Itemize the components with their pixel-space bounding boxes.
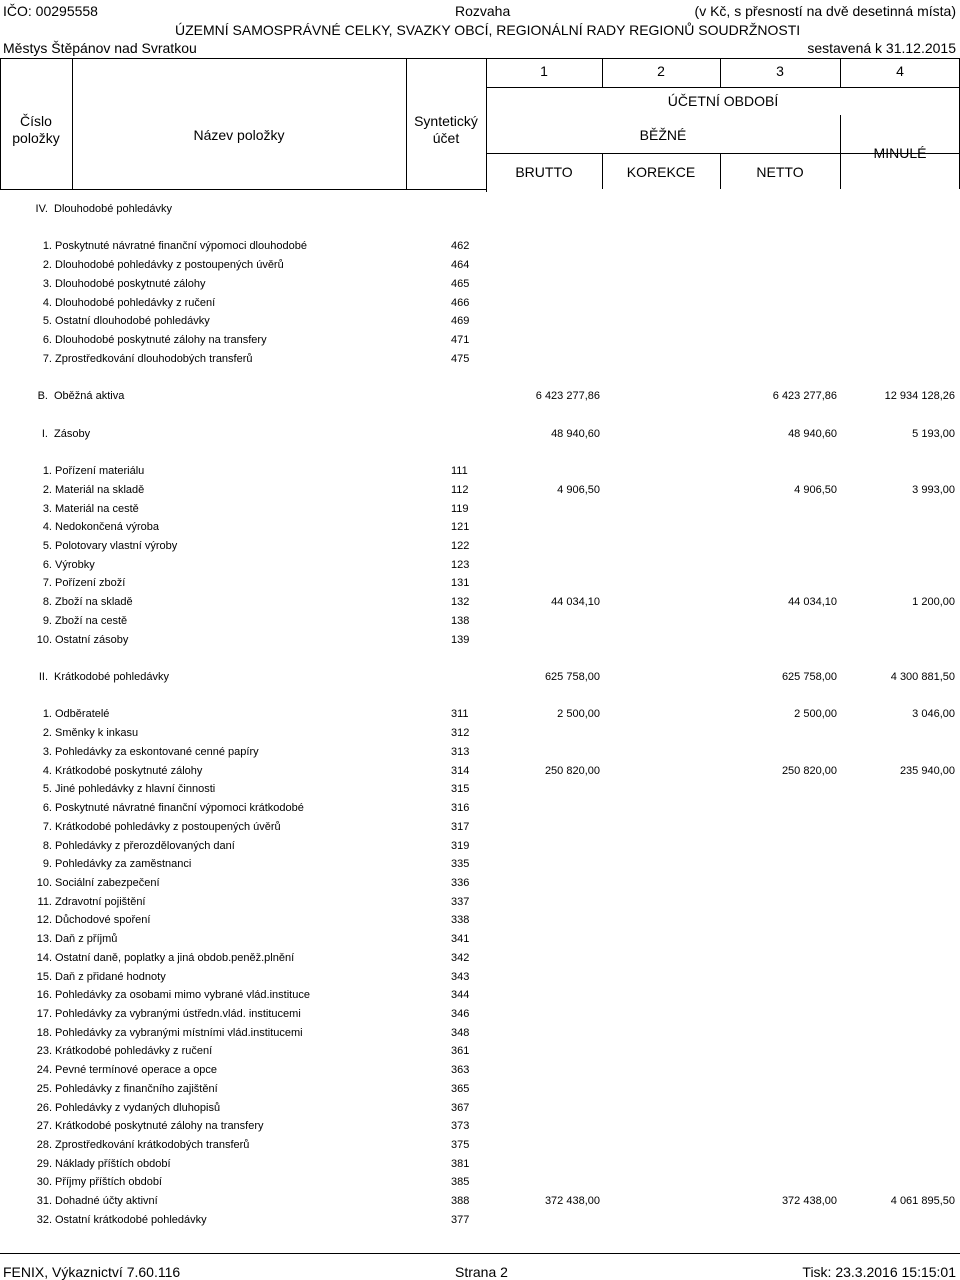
table-row xyxy=(0,855,960,873)
item-name: Náklady příštích období xyxy=(55,1157,171,1170)
brutto-value: 48 940,60 xyxy=(551,427,600,440)
item-name: Krátkodobé pohledávky z ručení xyxy=(55,1045,213,1058)
item-number: 12. xyxy=(36,914,52,927)
column-number-2: 2 xyxy=(657,63,665,79)
item-name: Ostatní dlouhodobé pohledávky xyxy=(55,315,210,328)
item-name: Nedokončená výroba xyxy=(55,521,159,534)
table-row xyxy=(0,574,960,592)
item-number: 8. xyxy=(42,839,52,852)
item-number: 17. xyxy=(36,1008,52,1020)
report-date: sestavená k 31.12.2015 xyxy=(807,40,956,56)
item-name: Krátkodobé poskytnuté zálohy na transfery xyxy=(55,1120,264,1133)
section-row xyxy=(0,387,960,405)
item-number: 5. xyxy=(42,315,52,328)
account-code: 138 xyxy=(451,614,470,627)
item-name: Dlouhodobé poskytnuté zálohy xyxy=(55,277,206,290)
netto-value: 372 438,00 xyxy=(781,1195,837,1208)
item-number: B. xyxy=(37,390,48,403)
item-number: 5. xyxy=(42,540,52,552)
account-code: 312 xyxy=(451,727,470,740)
account-code: 367 xyxy=(451,1101,470,1114)
item-number: 10. xyxy=(36,633,52,646)
header-polozky: položky xyxy=(12,130,60,146)
item-name: Ostatní zásoby xyxy=(55,633,129,646)
item-name: Sociální zabezpečení xyxy=(55,876,160,889)
account-code: 112 xyxy=(451,483,469,496)
item-name: Zprostředkování dlouhodobých transferů xyxy=(55,352,253,365)
table-row xyxy=(0,930,960,948)
table-row xyxy=(0,949,960,967)
table-row xyxy=(0,518,960,536)
account-code: 465 xyxy=(451,277,470,290)
minule-value: 12 934 128,26 xyxy=(884,390,955,403)
item-name: Dlouhodobé pohledávky z postoupených úvěrů xyxy=(55,259,284,272)
item-number: 1. xyxy=(42,240,52,253)
account-code: 381 xyxy=(451,1157,470,1170)
minule-value: 5 193,00 xyxy=(912,427,955,440)
item-number: 9. xyxy=(42,858,52,871)
item-number: 5. xyxy=(42,783,52,796)
units-note: (v Kč, s přesností na dvě desetinná místa) xyxy=(694,3,956,19)
account-code: 375 xyxy=(451,1139,470,1151)
table-row xyxy=(0,837,960,855)
section-row xyxy=(0,425,960,443)
item-number: 13. xyxy=(36,933,52,946)
item-name: Pohledávky za vybranými ústředn.vlád. institucemi xyxy=(55,1008,301,1020)
item-name: Dlouhodobé pohledávky xyxy=(54,203,173,215)
account-code: 342 xyxy=(451,951,470,964)
header-ucet: účet xyxy=(432,130,460,146)
item-number: 18. xyxy=(36,1026,52,1039)
table-row xyxy=(0,481,960,499)
item-name: Oběžná aktiva xyxy=(54,390,125,403)
brutto-value: 44 034,10 xyxy=(551,596,600,609)
item-number: 6. xyxy=(42,334,52,346)
table-row xyxy=(0,312,960,330)
item-number: 3. xyxy=(42,502,52,515)
account-code: 337 xyxy=(451,895,470,908)
item-name: Zásoby xyxy=(54,427,91,440)
item-name: Daň z přidané hodnoty xyxy=(55,970,166,983)
table-row xyxy=(0,631,960,649)
item-number: 27. xyxy=(36,1120,52,1133)
item-name: Pohledávky za osobami mimo vybrané vlád.instituce xyxy=(55,989,310,1002)
netto-value: 6 423 277,86 xyxy=(772,390,837,403)
table-row xyxy=(0,818,960,836)
account-code: 341 xyxy=(451,933,470,946)
item-name: Zboží na skladě xyxy=(55,596,133,609)
brutto-value: 250 820,00 xyxy=(544,764,600,777)
item-number: 32. xyxy=(36,1213,52,1226)
table-row xyxy=(0,1024,960,1042)
section-row xyxy=(0,668,960,686)
table-row xyxy=(0,780,960,798)
header-cislo: Číslo xyxy=(20,113,52,129)
report-title: Rozvaha xyxy=(455,3,511,19)
item-name: Pohledávky za vybranými místními vlád.institucemi xyxy=(55,1026,303,1039)
item-number: 4. xyxy=(42,296,52,309)
item-name: Pohledávky za zaměstnanci xyxy=(55,858,192,871)
header-brutto: BRUTTO xyxy=(515,164,573,180)
table-row xyxy=(0,1042,960,1060)
table-row xyxy=(0,350,960,368)
account-code: 469 xyxy=(451,315,470,328)
item-name: Pořízení materiálu xyxy=(55,465,145,478)
brutto-value: 2 500,00 xyxy=(557,708,600,721)
table-row xyxy=(0,593,960,611)
section-row xyxy=(0,200,960,218)
brutto-value: 372 438,00 xyxy=(544,1195,600,1208)
item-number: 25. xyxy=(36,1082,52,1095)
item-number: 3. xyxy=(42,745,52,758)
table-row xyxy=(0,705,960,723)
netto-value: 2 500,00 xyxy=(794,708,837,721)
minule-value: 4 300 881,50 xyxy=(890,671,955,683)
item-number: 23. xyxy=(36,1045,52,1058)
netto-value: 44 034,10 xyxy=(788,596,837,609)
table-row xyxy=(0,556,960,574)
item-number: 8. xyxy=(42,596,52,609)
item-name: Dohadné účty aktivní xyxy=(55,1195,158,1208)
account-code: 319 xyxy=(451,839,470,852)
item-name: Zboží na cestě xyxy=(55,614,128,627)
item-name: Pořízení zboží xyxy=(55,577,126,590)
item-name: Jiné pohledávky z hlavní činnosti xyxy=(55,783,216,796)
netto-value: 4 906,50 xyxy=(794,483,837,496)
item-name: Výrobky xyxy=(55,558,95,571)
account-code: 338 xyxy=(451,914,470,927)
minule-value: 235 940,00 xyxy=(899,764,955,777)
item-number: 10. xyxy=(36,876,52,889)
item-name: Ostatní daně, poplatky a jiná obdob.peněž.plnění xyxy=(55,951,295,964)
item-name: Odběratelé xyxy=(55,708,110,721)
column-number-1: 1 xyxy=(540,63,548,79)
item-name: Krátkodobé pohledávky z postoupených úvěrů xyxy=(55,820,281,833)
brutto-value: 4 906,50 xyxy=(557,483,600,496)
netto-value: 250 820,00 xyxy=(781,764,837,777)
item-name: Materiál na cestě xyxy=(55,502,139,515)
item-number: 2. xyxy=(42,259,52,272)
item-name: Zprostředkování krátkodobých transferů xyxy=(55,1139,250,1151)
item-name: Poskytnuté návratné finanční výpomoci dlouhodobé xyxy=(55,240,307,253)
item-number: 4. xyxy=(42,764,52,777)
table-row xyxy=(0,1005,960,1023)
account-code: 313 xyxy=(451,745,470,758)
account-code: 139 xyxy=(451,633,470,646)
table-row xyxy=(0,612,960,630)
header-ucetni-obdobi: ÚČETNÍ OBDOBÍ xyxy=(667,93,779,109)
item-name: Pohledávky z vydaných dluhopisů xyxy=(55,1101,221,1114)
item-number: 31. xyxy=(36,1195,52,1208)
account-code: 363 xyxy=(451,1064,470,1077)
minule-value: 3 993,00 xyxy=(912,483,955,496)
entity-name: Městys Štěpánov nad Svratkou xyxy=(3,40,197,56)
minule-value: 3 046,00 xyxy=(912,708,955,721)
table-row xyxy=(0,462,960,480)
item-name: Poskytnuté návratné finanční výpomoci krátkodobé xyxy=(55,802,304,814)
item-number: 6. xyxy=(42,802,52,814)
item-name: Příjmy příštích období xyxy=(55,1176,162,1189)
table-row xyxy=(0,968,960,986)
item-number: I. xyxy=(41,427,48,440)
item-number: 24. xyxy=(36,1064,52,1077)
account-code: 464 xyxy=(451,259,470,272)
account-code: 132 xyxy=(451,596,470,609)
account-code: 462 xyxy=(451,240,470,253)
item-number: 2. xyxy=(42,483,52,496)
account-code: 346 xyxy=(451,1008,470,1020)
table-row xyxy=(0,237,960,255)
account-code: 131 xyxy=(451,577,470,590)
account-code: 336 xyxy=(451,876,470,889)
header-bezne: BĚŽNÉ xyxy=(639,127,687,143)
account-code: 119 xyxy=(451,502,469,515)
item-number: 1. xyxy=(42,708,52,721)
item-name: Zdravotní pojištění xyxy=(55,895,146,908)
item-name: Důchodové spoření xyxy=(55,914,151,927)
item-name: Směnky k inkasu xyxy=(55,727,139,740)
item-number: 7. xyxy=(42,577,52,590)
item-name: Dlouhodobé poskytnuté zálohy na transfery xyxy=(55,334,267,346)
footer-page: Strana 2 xyxy=(455,1264,508,1280)
item-name: Krátkodobé poskytnuté zálohy xyxy=(55,764,203,777)
table-row xyxy=(0,1061,960,1079)
item-number: 30. xyxy=(36,1176,52,1189)
minule-value: 1 200,00 xyxy=(912,596,955,609)
footer-software: FENIX, Výkaznictví 7.60.116 xyxy=(3,1264,181,1280)
account-code: 471 xyxy=(451,334,470,346)
item-number: 29. xyxy=(36,1157,52,1170)
table-row xyxy=(0,275,960,293)
header-netto: NETTO xyxy=(756,164,804,180)
item-name: Krátkodobé pohledávky xyxy=(54,671,169,683)
account-code: 361 xyxy=(451,1045,470,1058)
table-row xyxy=(0,1155,960,1173)
item-number: 11. xyxy=(37,895,52,908)
item-name: Pohledávky z přerozdělovaných daní xyxy=(55,839,235,852)
item-number: 4. xyxy=(42,521,52,534)
header-korekce: KOREKCE xyxy=(626,164,696,180)
account-code: 377 xyxy=(451,1213,470,1226)
footer-printed: Tisk: 23.3.2016 15:15:01 xyxy=(802,1264,956,1280)
entity-category: ÚZEMNÍ SAMOSPRÁVNÉ CELKY, SVAZKY OBCÍ, REGIONÁLNÍ RADY REGIONŮ SOUDRŽNOSTI xyxy=(175,22,801,38)
account-code: 475 xyxy=(451,352,470,365)
table-row xyxy=(0,1173,960,1191)
brutto-value: 625 758,00 xyxy=(544,671,600,683)
account-code: 335 xyxy=(451,858,470,871)
account-code: 314 xyxy=(451,764,470,777)
table-row xyxy=(0,911,960,929)
minule-value: 4 061 895,50 xyxy=(890,1195,955,1208)
item-name: Polotovary vlastní výroby xyxy=(55,540,178,552)
account-code: 343 xyxy=(451,970,470,983)
brutto-value: 6 423 277,86 xyxy=(535,390,600,403)
item-name: Pevné termínové operace a opce xyxy=(55,1064,218,1077)
account-code: 122 xyxy=(451,540,470,552)
table-row xyxy=(0,986,960,1004)
item-name: Ostatní krátkodobé pohledávky xyxy=(55,1213,207,1226)
account-code: 365 xyxy=(451,1082,470,1095)
account-code: 311 xyxy=(451,708,469,721)
account-code: 121 xyxy=(451,521,470,534)
item-name: Daň z příjmů xyxy=(55,933,118,946)
table-row xyxy=(0,1117,960,1135)
table-row xyxy=(0,1136,960,1154)
account-code: 373 xyxy=(451,1120,470,1133)
item-name: Dlouhodobé pohledávky z ručení xyxy=(55,296,216,309)
table-row xyxy=(0,874,960,892)
item-name: Pohledávky za eskontované cenné papíry xyxy=(55,745,259,758)
item-number: 2. xyxy=(42,727,52,740)
table-row xyxy=(0,256,960,274)
account-code: 466 xyxy=(451,296,470,309)
table-row xyxy=(0,500,960,518)
header-nazev: Název položky xyxy=(193,127,285,143)
table-row xyxy=(0,724,960,742)
account-code: 111 xyxy=(451,465,468,478)
item-number: 15. xyxy=(36,970,52,983)
column-number-4: 4 xyxy=(896,63,904,79)
item-number: 14. xyxy=(36,951,52,964)
account-code: 388 xyxy=(451,1195,470,1208)
item-number: 3. xyxy=(42,277,52,290)
netto-value: 48 940,60 xyxy=(788,427,837,440)
account-code: 315 xyxy=(451,783,470,796)
item-name: Materiál na skladě xyxy=(55,483,145,496)
item-number: 9. xyxy=(42,614,52,627)
table-row xyxy=(0,799,960,817)
account-code: 316 xyxy=(451,802,470,814)
header-synteticky: Syntetický xyxy=(414,113,478,129)
account-code: 385 xyxy=(451,1176,470,1189)
item-number: 6. xyxy=(42,558,52,571)
table-row xyxy=(0,294,960,312)
item-number: 1. xyxy=(42,465,52,478)
account-code: 348 xyxy=(451,1026,470,1039)
item-number: 7. xyxy=(42,820,52,833)
account-code: 344 xyxy=(451,989,470,1002)
table-row xyxy=(0,1099,960,1117)
column-number-3: 3 xyxy=(776,63,784,79)
table-row xyxy=(0,893,960,911)
item-number: 16. xyxy=(36,989,52,1002)
item-name: Pohledávky z finančního zajištění xyxy=(55,1082,218,1095)
item-number: II. xyxy=(38,671,48,683)
item-number: 26. xyxy=(36,1101,52,1114)
table-row xyxy=(0,537,960,555)
item-number: 7. xyxy=(42,352,52,365)
table-row xyxy=(0,1211,960,1229)
table-row xyxy=(0,762,960,780)
ico-label: IČO: 00295558 xyxy=(3,3,98,19)
item-number: 28. xyxy=(36,1139,52,1151)
table-row xyxy=(0,1080,960,1098)
netto-value: 625 758,00 xyxy=(781,671,837,683)
item-number: IV. xyxy=(35,203,48,215)
table-row xyxy=(0,1192,960,1210)
table-row xyxy=(0,331,960,349)
account-code: 317 xyxy=(451,820,470,833)
account-code: 123 xyxy=(451,558,470,571)
header-minule: MINULÉ xyxy=(873,145,927,161)
table-row xyxy=(0,743,960,761)
